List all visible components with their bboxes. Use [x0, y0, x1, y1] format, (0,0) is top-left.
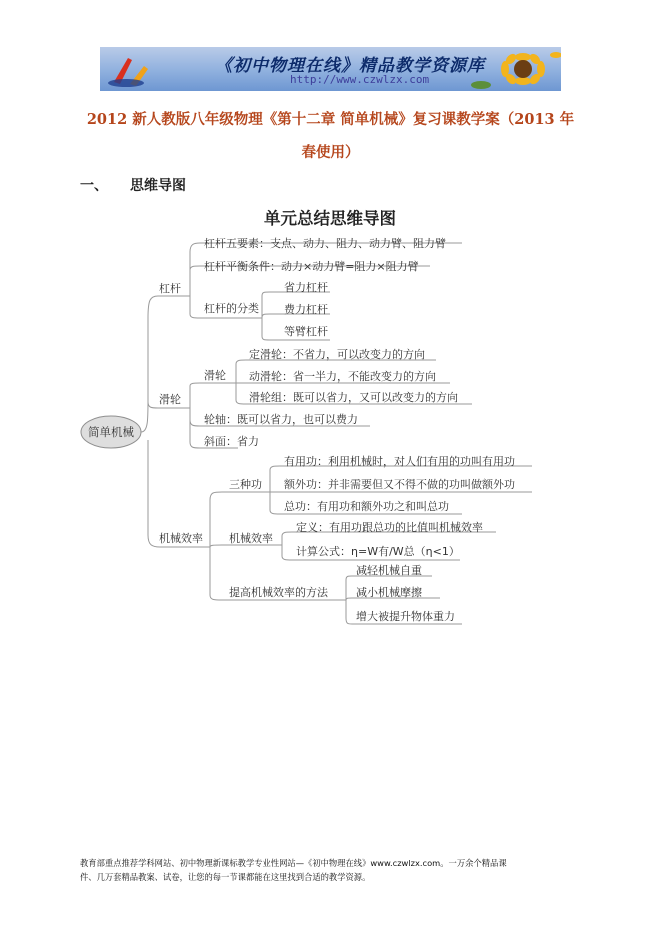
section-title: 思维导图 — [130, 178, 186, 194]
pulley-node: 滑轮 — [159, 393, 181, 406]
method-increase-load: 增大被提升物体重力 — [356, 610, 455, 623]
banner-title: 《初中物理在线》精品教学资源库 — [215, 56, 485, 76]
total-work: 总功：有用功和额外功之和叫总功 — [284, 500, 449, 513]
three-work-node: 三种功 — [229, 478, 262, 491]
lever-type-force-costing: 费力杠杆 — [284, 303, 328, 316]
footer-line1: 教育部重点推荐学科网站、初中物理新课标教学专业性网站—《初中物理在线》www.czwlzx.com。一万余个精品课 — [80, 858, 507, 868]
efficiency-definition: 定义：有用功跟总功的比值叫机械效率 — [296, 521, 483, 534]
useful-work: 有用功：利用机械时，对人们有用的功叫有用功 — [284, 455, 515, 468]
mindmap-title: 单元总结思维导图 — [264, 209, 396, 228]
wheel-axle-node: 轮轴：既可以省力，也可以费力 — [204, 413, 358, 426]
efficiency-formula: 计算公式：η=W有/W总（η<1） — [296, 545, 460, 558]
banner-url[interactable]: http://www.czwlzx.com — [290, 73, 430, 86]
footer-line2: 件、几万套精品教案、试卷，让您的每一节课都能在这里找到合适的教学资源。 — [80, 872, 371, 882]
lever-type-equal-arm: 等臂杠杆 — [284, 325, 328, 338]
lever-type-force-saving: 省力杠杆 — [284, 281, 328, 294]
efficiency-node: 机械效率 — [159, 532, 203, 545]
method-reduce-friction: 减小机械摩擦 — [356, 586, 422, 599]
pulley-movable: 动滑轮：省一半力，不能改变力的方向 — [249, 370, 436, 383]
efficiency-sub-node: 机械效率 — [229, 532, 273, 545]
document-title-line1: 2012 新人教版八年级物理《第十二章 简单机械》复习课教学案（2013 年 — [86, 111, 575, 128]
method-reduce-weight: 减轻机械自重 — [356, 564, 422, 577]
pulley-block: 滑轮组：既可以省力，又可以改变力的方向 — [249, 391, 458, 404]
lever-classification: 杠杆的分类 — [204, 302, 259, 315]
improve-efficiency-node: 提高机械效率的方法 — [229, 586, 328, 599]
lever-five-elements: 杠杆五要素：支点、动力、阻力、动力臂、阻力臂 — [204, 237, 446, 250]
connector-root-trunk — [141, 296, 160, 547]
footer-note — [80, 856, 600, 884]
root-node: 简单机械 — [88, 425, 134, 439]
document-title-line2: 春使用） — [301, 144, 360, 161]
section-number: 一、 — [80, 178, 108, 194]
incline-node: 斜面：省力 — [204, 435, 259, 448]
lever-node: 杠杆 — [159, 282, 181, 295]
lever-balance-condition: 杠杆平衡条件：动力×动力臂=阻力×阻力臂 — [204, 260, 419, 273]
extra-work: 额外功：并非需要但又不得不做的功叫做额外功 — [284, 478, 515, 491]
pulley-sub-node: 滑轮 — [204, 369, 226, 382]
pulley-fixed: 定滑轮：不省力，可以改变力的方向 — [249, 348, 425, 361]
